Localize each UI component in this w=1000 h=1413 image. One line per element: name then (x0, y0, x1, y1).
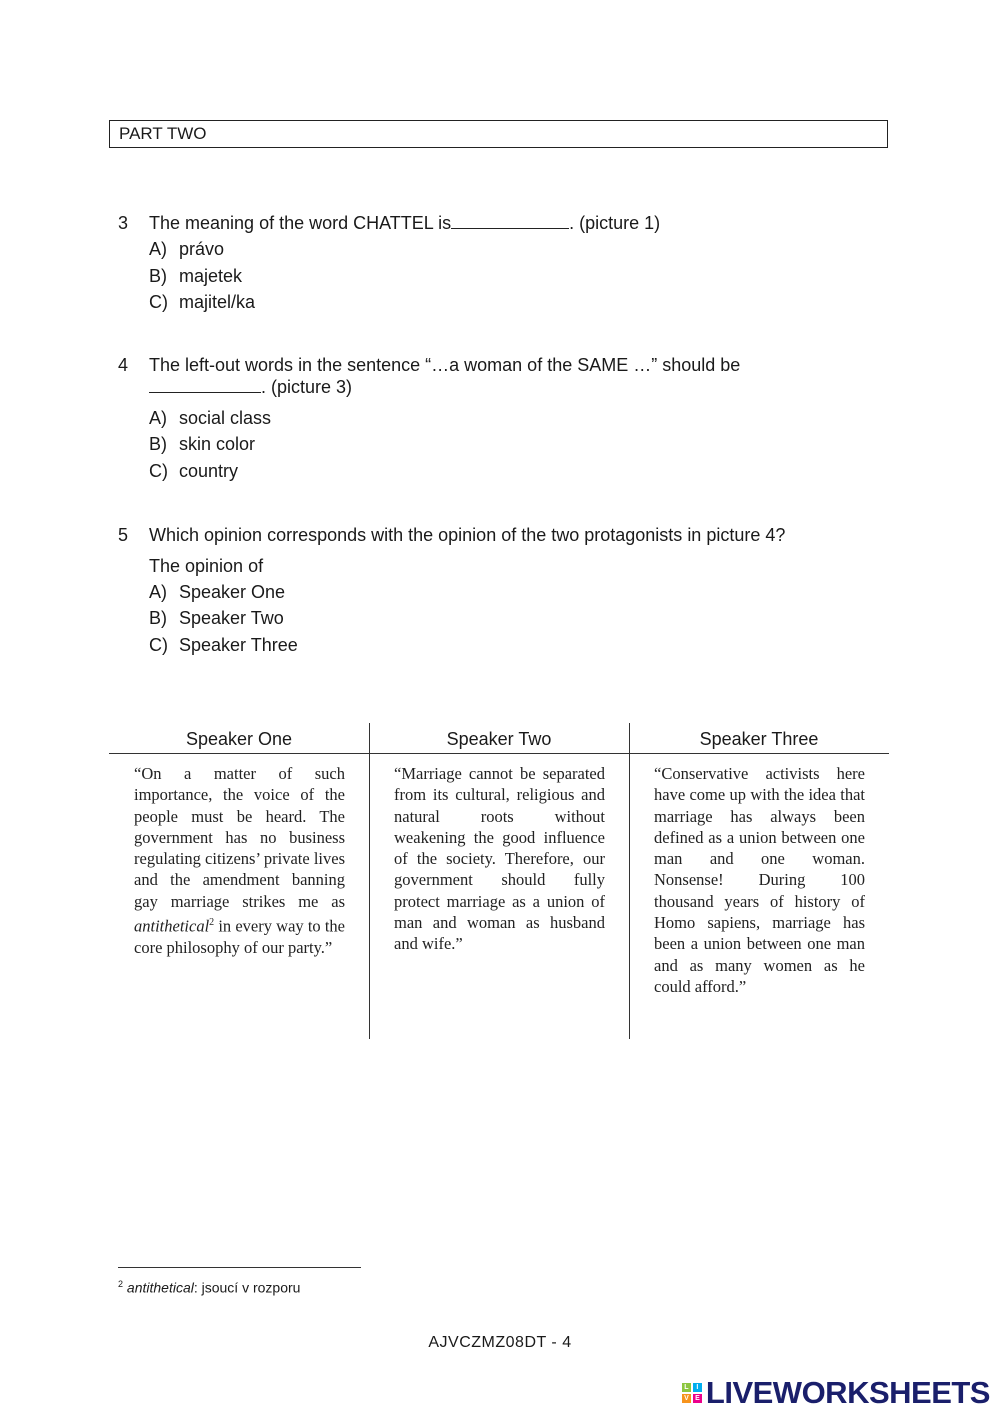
option-text: majetek (179, 266, 243, 286)
question-3-option-b[interactable] (149, 265, 242, 287)
logo-letter: I (693, 1383, 702, 1392)
option-text: Speaker One (179, 582, 286, 602)
question-4-text-line1: The left-out words in the sentence “…a woman of the SAME …” should be (149, 355, 741, 375)
option-text: majitel/ka (179, 292, 256, 312)
question-3-option-a[interactable] (149, 238, 224, 260)
question-3-option-c[interactable] (149, 291, 255, 313)
question-3-blank (451, 212, 569, 229)
option-text: Speaker Two (179, 608, 284, 628)
speaker-one-quote-part2: in every way to the core philosophy of our party.” (134, 916, 346, 957)
speaker-one-header: Speaker One (185, 729, 293, 749)
option-text: social class (179, 408, 272, 428)
part-title: PART TWO (109, 120, 888, 148)
logo-letter: E (693, 1394, 702, 1403)
speaker-two-quote: “Marriage cannot be separated from its cultural, religious and natural roots without weakening the good influence of the society. Therefore, our government should fully protect marriage as a union of man and woman as husband and wife.” (394, 764, 605, 954)
option-letter: B) (149, 266, 167, 286)
liveworksheets-mark-icon (682, 1383, 702, 1403)
option-letter: A) (149, 582, 167, 602)
option-text: Speaker Three (179, 635, 298, 655)
question-5-option-a[interactable] (149, 581, 285, 603)
speaker-one-quote-term: antithetical (134, 916, 210, 936)
question-4-option-b[interactable] (149, 433, 255, 455)
question-5-option-b[interactable] (149, 607, 284, 629)
table-header-divider (109, 753, 889, 754)
footnote-definition: : jsoucí v rozporu (193, 1279, 301, 1296)
question-3-number: 3 (118, 213, 129, 233)
logo-letter: L (682, 1383, 691, 1392)
option-letter: C) (149, 635, 168, 655)
footnote-divider (118, 1267, 361, 1268)
speaker-two-header: Speaker Two (446, 729, 552, 749)
question-3-text (149, 212, 660, 234)
brand-name: LIVEWORKSHEETS (705, 1375, 990, 1410)
footnote-term: antithetical (126, 1279, 194, 1296)
option-letter: B) (149, 434, 167, 454)
option-text: skin color (179, 434, 256, 454)
speaker-three-header: Speaker Three (699, 729, 819, 749)
question-5-option-c[interactable] (149, 634, 298, 656)
page-code: AJVCZMZ08DT - 4 (428, 1334, 572, 1351)
question-3-ref: . (picture 1) (569, 213, 661, 233)
option-letter: C) (149, 292, 168, 312)
footnote-ref: 2 (209, 917, 215, 929)
option-letter: C) (149, 461, 168, 481)
option-letter: B) (149, 608, 167, 628)
option-text: country (179, 461, 239, 481)
footnote (118, 1275, 300, 1297)
footnote-mark: 2 (118, 1279, 124, 1289)
question-4-number: 4 (118, 355, 129, 375)
option-letter: A) (149, 408, 167, 428)
question-5-number: 5 (118, 525, 129, 545)
option-text: právo (179, 239, 225, 259)
question-3-prompt: The meaning of the word CHATTEL is (149, 213, 452, 233)
question-5-text: Which opinion corresponds with the opinion of the two protagonists in picture 4? (149, 525, 786, 545)
question-4-ref: . (picture 3) (261, 377, 353, 397)
speaker-one-quote-part1: “On a matter of such importance, the voice of the people must be heard. The government has no business regulating citizens’ private lives and the amendment banning gay marriage strikes me as (134, 764, 345, 911)
option-letter: A) (149, 239, 167, 259)
table-column-divider (369, 723, 370, 1039)
liveworksheets-logo[interactable] (682, 1375, 990, 1411)
question-5-lead: The opinion of (149, 556, 264, 576)
speaker-three-quote: “Conservative activists here have come up with the idea that marriage has always been defined as a union between one man and one woman. Nonsense! During 100 thousand years of history of Homo sapiens, marriage has been a union between one man and as many women as he could afford.” (654, 764, 865, 996)
question-4-text-line2 (149, 376, 352, 398)
question-4-option-c[interactable] (149, 460, 238, 482)
question-4-blank (149, 376, 261, 393)
speaker-one-quote (134, 763, 345, 958)
question-4-option-a[interactable] (149, 407, 271, 429)
table-column-divider (629, 723, 630, 1039)
logo-letter: V (682, 1394, 691, 1403)
